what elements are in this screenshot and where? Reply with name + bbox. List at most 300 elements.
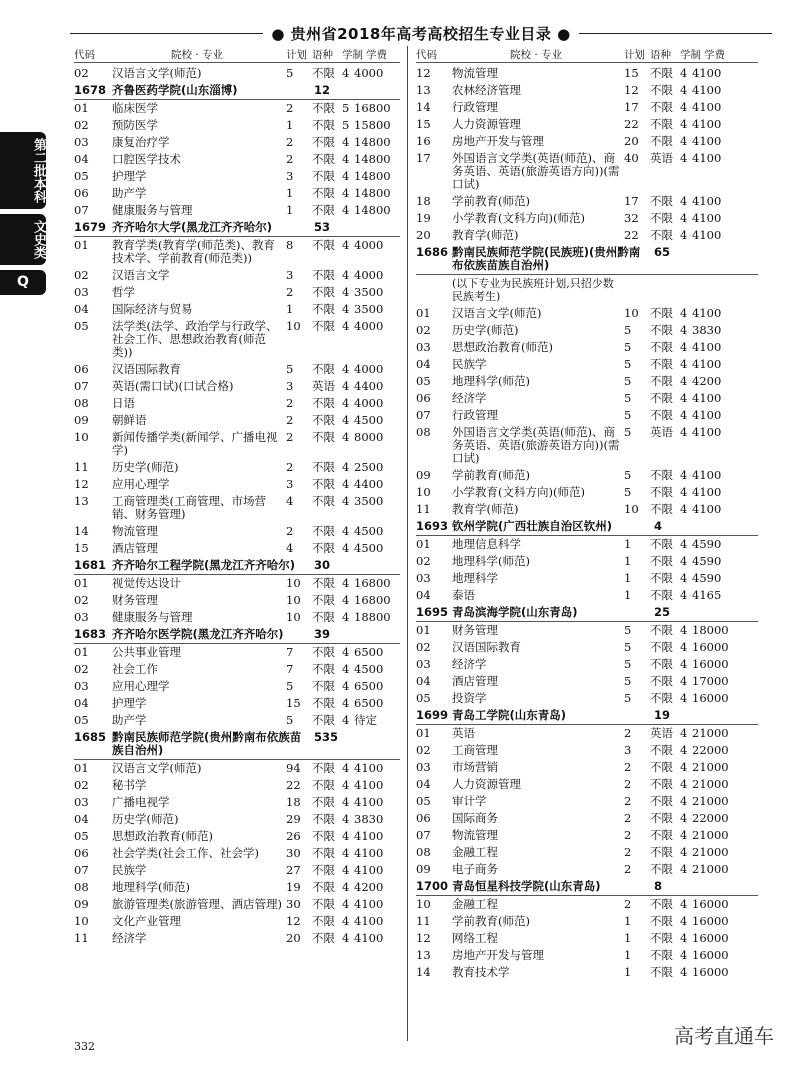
name-cell: 历史学(师范) bbox=[112, 812, 179, 826]
plan-cell: 2 bbox=[624, 828, 632, 842]
header-lang: 语种 bbox=[312, 48, 333, 61]
year-cell: 4 bbox=[342, 319, 350, 333]
fee-cell: 4000 bbox=[354, 396, 384, 410]
major-row bbox=[416, 742, 758, 759]
code-cell: 20 bbox=[416, 228, 431, 242]
name-cell: 小学教育(文科方向)(师范) bbox=[452, 211, 585, 225]
lang-cell: 不限 bbox=[650, 228, 673, 242]
plan-cell: 29 bbox=[286, 812, 301, 826]
plan-cell: 2 bbox=[286, 396, 294, 410]
year-cell: 4 bbox=[680, 228, 688, 242]
year-cell: 4 bbox=[680, 691, 688, 705]
fee-cell: 18800 bbox=[354, 610, 391, 624]
plan-cell: 7 bbox=[286, 645, 294, 659]
plan-cell: 5 bbox=[624, 374, 632, 388]
plan-cell: 2 bbox=[286, 101, 294, 115]
code-cell: 10 bbox=[416, 897, 431, 911]
plan-cell: 5 bbox=[624, 391, 632, 405]
fee-cell: 16000 bbox=[692, 948, 729, 962]
header-code: 代码 bbox=[416, 48, 437, 61]
major-row bbox=[416, 776, 758, 793]
major-row bbox=[74, 678, 400, 695]
code-cell: 11 bbox=[74, 931, 89, 945]
year-cell: 4 bbox=[342, 645, 350, 659]
year-cell: 4 bbox=[680, 794, 688, 808]
fee-cell: 6500 bbox=[354, 679, 384, 693]
major-row bbox=[416, 116, 758, 133]
major-row bbox=[416, 810, 758, 827]
fee-cell: 4000 bbox=[354, 268, 384, 282]
lang-cell: 不限 bbox=[312, 713, 335, 727]
year-cell: 4 bbox=[680, 425, 688, 439]
year-cell: 4 bbox=[342, 203, 350, 217]
right-column bbox=[416, 46, 758, 981]
plan-cell: 1 bbox=[286, 186, 294, 200]
fee-cell: 4100 bbox=[354, 863, 384, 877]
name-cell: 汉语国际教育 bbox=[452, 640, 521, 654]
lang-cell: 不限 bbox=[312, 186, 335, 200]
fee-cell: 4200 bbox=[692, 374, 722, 388]
fee-cell: 4500 bbox=[354, 413, 384, 427]
plan-cell: 22 bbox=[624, 228, 639, 242]
plan-cell: 5 bbox=[624, 640, 632, 654]
plan-cell: 2 bbox=[624, 811, 632, 825]
lang-cell: 不限 bbox=[650, 794, 673, 808]
name-cell: 酒店管理 bbox=[452, 674, 498, 688]
name-cell: 健康服务与管理 bbox=[112, 203, 193, 217]
lang-cell: 不限 bbox=[312, 863, 335, 877]
lang-cell: 不限 bbox=[650, 340, 673, 354]
code-cell: 1685 bbox=[74, 730, 107, 744]
left-rows bbox=[74, 65, 400, 947]
year-cell: 4 bbox=[680, 914, 688, 928]
major-row bbox=[416, 407, 758, 424]
name-cell: 口腔医学技术 bbox=[112, 152, 181, 166]
code-cell: 06 bbox=[74, 186, 89, 200]
plan-cell: 1 bbox=[624, 914, 632, 928]
lang-cell: 不限 bbox=[312, 846, 335, 860]
major-row bbox=[74, 459, 400, 476]
name-cell: 英语 bbox=[452, 726, 475, 740]
name-cell: 教育技术学 bbox=[452, 965, 510, 979]
year-cell: 4 bbox=[680, 134, 688, 148]
major-row bbox=[416, 390, 758, 407]
code-cell: 02 bbox=[74, 593, 89, 607]
code-cell: 03 bbox=[416, 657, 431, 671]
plan-cell: 5 bbox=[624, 657, 632, 671]
code-cell: 1699 bbox=[416, 708, 449, 722]
school-row bbox=[74, 729, 400, 760]
code-cell: 04 bbox=[74, 812, 89, 826]
name-cell: 行政管理 bbox=[452, 100, 498, 114]
fee-cell: 4500 bbox=[354, 524, 384, 538]
lang-cell: 不限 bbox=[650, 408, 673, 422]
plan-cell: 19 bbox=[654, 708, 671, 722]
major-row bbox=[74, 284, 400, 301]
plan-cell: 15 bbox=[624, 66, 639, 80]
name-cell: 金融工程 bbox=[452, 845, 498, 859]
major-row bbox=[416, 725, 758, 742]
fee-cell: 4100 bbox=[354, 846, 384, 860]
code-cell: 01 bbox=[74, 645, 89, 659]
name-cell: 酒店管理 bbox=[112, 541, 158, 555]
major-row bbox=[74, 879, 400, 896]
fee-cell: 4000 bbox=[354, 319, 384, 333]
plan-cell: 2 bbox=[624, 862, 632, 876]
major-row bbox=[416, 424, 758, 467]
lang-cell: 不限 bbox=[312, 135, 335, 149]
lang-cell: 不限 bbox=[312, 169, 335, 183]
year-cell: 4 bbox=[342, 268, 350, 282]
name-cell: 国际商务 bbox=[452, 811, 498, 825]
name-cell: 预防医学 bbox=[112, 118, 158, 132]
plan-cell: 5 bbox=[624, 340, 632, 354]
fee-cell: 3830 bbox=[692, 323, 722, 337]
lang-cell: 不限 bbox=[650, 66, 673, 80]
year-cell: 4 bbox=[680, 306, 688, 320]
fee-cell: 4500 bbox=[354, 662, 384, 676]
code-cell: 02 bbox=[416, 743, 431, 757]
year-cell: 4 bbox=[342, 914, 350, 928]
plan-cell: 30 bbox=[286, 897, 301, 911]
major-row bbox=[74, 100, 400, 117]
plan-cell: 22 bbox=[286, 778, 301, 792]
code-cell: 08 bbox=[416, 425, 431, 439]
fee-cell: 14800 bbox=[354, 135, 391, 149]
plan-cell: 1 bbox=[624, 554, 632, 568]
lang-cell: 不限 bbox=[650, 468, 673, 482]
name-cell: 房地产开发与管理 bbox=[452, 948, 544, 962]
fee-cell: 21000 bbox=[692, 777, 729, 791]
major-row bbox=[416, 964, 758, 981]
fee-cell: 4590 bbox=[692, 571, 722, 585]
code-cell: 01 bbox=[416, 623, 431, 637]
major-row bbox=[74, 493, 400, 523]
name-cell: 黔南民族师范学院(民族班)(贵州黔南布依族苗族自治州) bbox=[452, 245, 641, 272]
name-cell: 护理学 bbox=[112, 169, 147, 183]
plan-cell: 10 bbox=[286, 319, 301, 333]
year-cell: 4 bbox=[342, 135, 350, 149]
code-cell: 1686 bbox=[416, 245, 449, 259]
plan-cell: 535 bbox=[314, 730, 339, 744]
major-row bbox=[74, 361, 400, 378]
major-row bbox=[74, 712, 400, 729]
fee-cell: 4100 bbox=[692, 340, 722, 354]
year-cell: 4 bbox=[680, 374, 688, 388]
school-row bbox=[416, 878, 758, 896]
year-cell: 4 bbox=[680, 811, 688, 825]
code-cell: 09 bbox=[416, 468, 431, 482]
name-cell: 地理科学(师范) bbox=[452, 554, 530, 568]
lang-cell: 不限 bbox=[312, 268, 335, 282]
major-row bbox=[74, 930, 400, 947]
header-plan: 计划 bbox=[286, 48, 307, 61]
right-rows bbox=[416, 65, 758, 981]
code-cell: 05 bbox=[416, 794, 431, 808]
plan-cell: 4 bbox=[286, 494, 294, 508]
name-cell: 财务管理 bbox=[452, 623, 498, 637]
plan-cell: 2 bbox=[286, 413, 294, 427]
major-row bbox=[74, 760, 400, 777]
year-cell: 4 bbox=[342, 846, 350, 860]
lang-cell: 不限 bbox=[650, 828, 673, 842]
code-cell: 18 bbox=[416, 194, 431, 208]
year-cell: 4 bbox=[342, 524, 350, 538]
plan-cell: 1 bbox=[624, 537, 632, 551]
fee-cell: 16000 bbox=[692, 657, 729, 671]
name-cell: 地理科学(师范) bbox=[452, 374, 530, 388]
fee-cell: 6500 bbox=[354, 696, 384, 710]
code-cell: 05 bbox=[416, 691, 431, 705]
code-cell: 1681 bbox=[74, 558, 107, 572]
name-cell: 助产学 bbox=[112, 186, 147, 200]
major-row bbox=[74, 117, 400, 134]
year-cell: 4 bbox=[680, 777, 688, 791]
major-row bbox=[416, 484, 758, 501]
code-cell: 04 bbox=[416, 777, 431, 791]
name-cell: 助产学 bbox=[112, 713, 147, 727]
lang-cell: 不限 bbox=[312, 302, 335, 316]
code-cell: 01 bbox=[416, 726, 431, 740]
plan-cell: 20 bbox=[286, 931, 301, 945]
plan-cell: 5 bbox=[624, 357, 632, 371]
year-cell: 4 bbox=[342, 494, 350, 508]
year-cell: 4 bbox=[680, 391, 688, 405]
plan-cell: 10 bbox=[286, 593, 301, 607]
code-cell: 02 bbox=[416, 323, 431, 337]
fee-cell: 4100 bbox=[692, 425, 722, 439]
lang-cell: 不限 bbox=[650, 948, 673, 962]
plan-cell: 39 bbox=[314, 627, 331, 641]
fee-cell: 4100 bbox=[692, 468, 722, 482]
plan-cell: 5 bbox=[624, 408, 632, 422]
name-cell: 投资学 bbox=[452, 691, 487, 705]
code-cell: 08 bbox=[74, 396, 89, 410]
fee-cell: 16000 bbox=[692, 897, 729, 911]
lang-cell: 不限 bbox=[650, 502, 673, 516]
name-cell: 学前教育(师范) bbox=[452, 914, 530, 928]
year-cell: 4 bbox=[342, 931, 350, 945]
plan-cell: 10 bbox=[624, 502, 639, 516]
code-cell: 01 bbox=[74, 238, 89, 252]
school-row bbox=[416, 707, 758, 725]
year-cell: 4 bbox=[342, 285, 350, 299]
lang-cell: 不限 bbox=[650, 211, 673, 225]
code-cell: 02 bbox=[74, 778, 89, 792]
name-cell: 外国语言文学类(英语(师范)、商务英语、英语(旅游英语方向))(需口试) bbox=[452, 425, 620, 465]
code-cell: 1683 bbox=[74, 627, 107, 641]
plan-cell: 12 bbox=[314, 83, 331, 97]
lang-cell: 不限 bbox=[650, 117, 673, 131]
year-cell: 4 bbox=[680, 211, 688, 225]
year-cell: 4 bbox=[342, 152, 350, 166]
lang-cell: 不限 bbox=[312, 285, 335, 299]
year-cell: 4 bbox=[342, 477, 350, 491]
year-cell: 4 bbox=[342, 541, 350, 555]
name-cell: 经济学 bbox=[112, 931, 147, 945]
year-cell: 4 bbox=[680, 117, 688, 131]
note-row bbox=[416, 275, 758, 305]
year-cell: 4 bbox=[342, 897, 350, 911]
year-cell: 4 bbox=[342, 302, 350, 316]
fee-cell: 4000 bbox=[354, 66, 384, 80]
lang-cell: 不限 bbox=[650, 100, 673, 114]
name-cell: 国际经济与贸易 bbox=[112, 302, 193, 316]
major-row bbox=[416, 339, 758, 356]
code-cell: 15 bbox=[74, 541, 89, 555]
plan-cell: 5 bbox=[624, 485, 632, 499]
fee-cell: 16800 bbox=[354, 101, 391, 115]
name-cell: 地理科学 bbox=[452, 571, 498, 585]
code-cell: 04 bbox=[416, 674, 431, 688]
code-cell: 14 bbox=[416, 100, 431, 114]
name-cell: 教育学类(教育学(师范类)、教育技术学、学前教育(师范类)) bbox=[112, 238, 275, 265]
year-cell: 4 bbox=[680, 194, 688, 208]
lang-cell: 不限 bbox=[312, 778, 335, 792]
school-row bbox=[74, 219, 400, 237]
lang-cell: 不限 bbox=[312, 203, 335, 217]
name-cell: 汉语国际教育 bbox=[112, 362, 181, 376]
side-tab-category: 文史类 bbox=[0, 214, 46, 265]
name-cell: 应用心理学 bbox=[112, 477, 170, 491]
fee-cell: 16000 bbox=[692, 691, 729, 705]
fee-cell: 8000 bbox=[354, 430, 384, 444]
lang-cell: 不限 bbox=[312, 645, 335, 659]
plan-cell: 5 bbox=[286, 679, 294, 693]
lang-cell: 不限 bbox=[312, 101, 335, 115]
major-row bbox=[416, 861, 758, 878]
year-cell: 4 bbox=[680, 323, 688, 337]
plan-cell: 2 bbox=[286, 135, 294, 149]
major-row bbox=[74, 267, 400, 284]
plan-cell: 2 bbox=[286, 430, 294, 444]
name-cell: 民族学 bbox=[452, 357, 487, 371]
code-cell: 02 bbox=[74, 118, 89, 132]
fee-cell: 16800 bbox=[354, 576, 391, 590]
lang-cell: 不限 bbox=[650, 897, 673, 911]
fee-cell: 4100 bbox=[354, 897, 384, 911]
year-cell: 4 bbox=[680, 948, 688, 962]
major-row bbox=[416, 373, 758, 390]
major-row bbox=[416, 570, 758, 587]
lang-cell: 不限 bbox=[312, 413, 335, 427]
name-cell: 临床医学 bbox=[112, 101, 158, 115]
name-cell: 泰语 bbox=[452, 588, 475, 602]
plan-cell: 3 bbox=[286, 169, 294, 183]
fee-cell: 4100 bbox=[692, 66, 722, 80]
major-row bbox=[74, 811, 400, 828]
major-row bbox=[416, 553, 758, 570]
code-cell: 01 bbox=[416, 306, 431, 320]
plan-cell: 22 bbox=[624, 117, 639, 131]
year-cell: 4 bbox=[680, 340, 688, 354]
fee-cell: 3500 bbox=[354, 302, 384, 316]
major-row bbox=[74, 185, 400, 202]
plan-cell: 5 bbox=[624, 674, 632, 688]
name-cell: 护理学 bbox=[112, 696, 147, 710]
fee-cell: 4100 bbox=[692, 211, 722, 225]
lang-cell: 不限 bbox=[312, 610, 335, 624]
lang-cell: 不限 bbox=[650, 537, 673, 551]
year-cell: 4 bbox=[342, 169, 350, 183]
plan-cell: 4 bbox=[654, 519, 663, 533]
major-row bbox=[74, 592, 400, 609]
fee-cell: 4590 bbox=[692, 554, 722, 568]
major-row bbox=[74, 134, 400, 151]
lang-cell: 不限 bbox=[650, 657, 673, 671]
fee-cell: 4100 bbox=[692, 408, 722, 422]
left-column bbox=[74, 46, 400, 947]
fee-cell: 4500 bbox=[354, 541, 384, 555]
name-cell: 青岛滨海学院(山东青岛) bbox=[452, 605, 578, 619]
code-cell: 14 bbox=[74, 524, 89, 538]
fee-cell: 21000 bbox=[692, 862, 729, 876]
name-cell: 汉语言文学(师范) bbox=[112, 761, 202, 775]
major-row bbox=[74, 168, 400, 185]
lang-cell: 不限 bbox=[650, 914, 673, 928]
lang-cell: 不限 bbox=[312, 541, 335, 555]
major-row bbox=[74, 151, 400, 168]
year-cell: 5 bbox=[342, 118, 350, 132]
code-cell: 04 bbox=[74, 302, 89, 316]
year-cell: 4 bbox=[680, 743, 688, 757]
major-row bbox=[416, 193, 758, 210]
name-cell: 人力资源管理 bbox=[452, 117, 521, 131]
year-cell: 4 bbox=[680, 931, 688, 945]
plan-cell: 32 bbox=[624, 211, 639, 225]
lang-cell: 不限 bbox=[312, 593, 335, 607]
lang-cell: 英语 bbox=[312, 379, 335, 393]
plan-cell: 2 bbox=[624, 845, 632, 859]
page-header bbox=[70, 20, 772, 46]
year-cell: 4 bbox=[342, 186, 350, 200]
major-row bbox=[416, 467, 758, 484]
plan-cell: 1 bbox=[286, 203, 294, 217]
name-cell: 经济学 bbox=[452, 391, 487, 405]
code-cell: 10 bbox=[74, 430, 89, 444]
code-cell: 12 bbox=[416, 931, 431, 945]
column-header bbox=[416, 46, 758, 63]
code-cell: 03 bbox=[416, 340, 431, 354]
code-cell: 06 bbox=[74, 362, 89, 376]
fee-cell: 21000 bbox=[692, 726, 729, 740]
code-cell: 04 bbox=[416, 357, 431, 371]
code-cell: 06 bbox=[416, 391, 431, 405]
year-cell: 4 bbox=[342, 795, 350, 809]
fee-cell: 16000 bbox=[692, 640, 729, 654]
name-cell: 学前教育(师范) bbox=[452, 194, 530, 208]
year-cell: 4 bbox=[680, 357, 688, 371]
school-row bbox=[416, 604, 758, 622]
major-row bbox=[416, 82, 758, 99]
major-row bbox=[416, 227, 758, 244]
plan-cell: 3 bbox=[624, 743, 632, 757]
year-cell: 4 bbox=[342, 66, 350, 80]
code-cell: 13 bbox=[416, 948, 431, 962]
lang-cell: 不限 bbox=[650, 777, 673, 791]
major-row bbox=[416, 947, 758, 964]
code-cell: 1695 bbox=[416, 605, 449, 619]
page-number: 332 bbox=[74, 1040, 95, 1053]
header-fee: 学费 bbox=[366, 48, 387, 61]
lang-cell: 不限 bbox=[312, 829, 335, 843]
fee-cell: 14800 bbox=[354, 186, 391, 200]
major-row bbox=[416, 587, 758, 604]
major-row bbox=[74, 540, 400, 557]
fee-cell: 4100 bbox=[354, 914, 384, 928]
code-cell: 09 bbox=[74, 413, 89, 427]
year-cell: 4 bbox=[680, 657, 688, 671]
